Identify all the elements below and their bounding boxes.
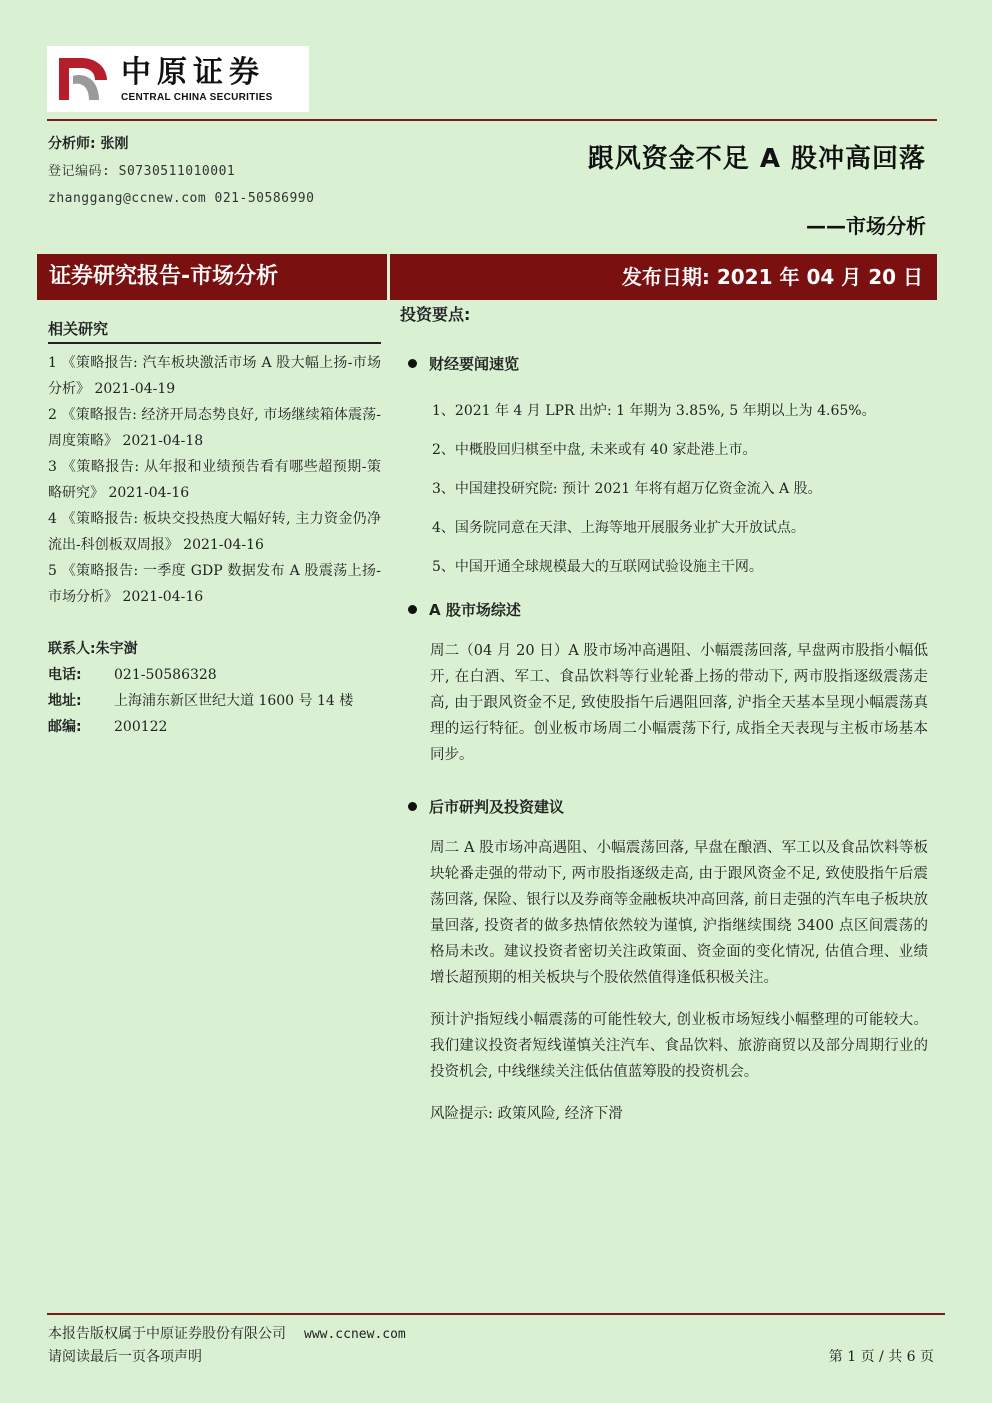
- news-item: 2、中概股回归棋至中盘, 未来或有 40 家赴港上市。: [432, 442, 757, 458]
- related-research-item[interactable]: 5 《策略报告: 一季度 GDP 数据发布 A 股震荡上扬-市场分析》 2021-04-16: [48, 563, 381, 605]
- outlook-paragraph-2: 预计沪指短线小幅震荡的可能性较大, 创业板市场短线小幅整理的可能较大。我们建议投资者短线谨慎关注汽车、食品饮料、旅游商贸以及部分周期行业的投资机会, 中线继续关注低估值蓝筹股的投资机会。: [430, 1012, 928, 1080]
- footer: [48, 1323, 406, 1369]
- bullet-icon: [408, 359, 417, 368]
- logo-mark-icon: [51, 50, 113, 108]
- outlook-paragraph-1: 周二 A 股市场冲高遇阻、小幅震荡回落, 早盘在酿酒、军工以及食品饮料等板块轮番走强的带动下, 两市股指逐级走高, 由于跟风资金不足, 致使股指午后震荡回落, 保险、银行以及券商等金融板块冲高回落, 前日走强的汽车电子板块放量回落, 投资者的做多热情依然较为谨慎, 沪指继续围绕 3400 点区间震荡的格局未改。建议投资者密切关注政策面、资金面的变化情况, 估值合理、业绩增长超预期的相关板块与个股依然值得逢低积极关注。: [430, 840, 928, 986]
- company-logo: [47, 46, 309, 112]
- bullet-icon: [408, 605, 417, 614]
- logo-cn-name: 中原证券: [121, 54, 265, 90]
- sidebar: [48, 318, 381, 740]
- section-market-title: [400, 599, 928, 620]
- news-item: 5、中国开通全球规模最大的互联网试验设施主干网。: [432, 559, 763, 575]
- page-number: 第 1 页 / 共 6 页: [828, 1349, 934, 1365]
- banner-report-type: 证券研究报告-市场分析: [37, 254, 387, 300]
- related-research-list: [48, 350, 381, 610]
- news-list: [400, 392, 928, 587]
- related-research-item[interactable]: 4 《策略报告: 板块交投热度大幅好转, 主力资金仍净流出-科创板双周报》 2021-04-16: [48, 511, 381, 553]
- section-news-label: 财经要闻速览: [429, 355, 520, 373]
- contact-address-label: 地址:: [48, 693, 82, 709]
- section-news-title: [400, 353, 928, 374]
- section-outlook-label: 后市研判及投资建议: [429, 798, 565, 816]
- footer-divider: [47, 1313, 945, 1315]
- contact-zip: 200122: [114, 719, 168, 735]
- related-research-item[interactable]: 1 《策略报告: 汽车板块激活市场 A 股大幅上扬-市场分析》 2021-04-19: [48, 355, 381, 397]
- report-subtitle: ——市场分析: [806, 214, 926, 238]
- related-research-title: 相关研究: [48, 318, 381, 344]
- contact-person: 朱宇澍: [95, 641, 138, 657]
- news-item: 3、中国建投研究院: 预计 2021 年将有超万亿资金流入 A 股。: [432, 481, 822, 497]
- analyst-contact: zhanggang@ccnew.com 021-50586990: [48, 191, 315, 206]
- contact-person-label: 联系人:: [48, 641, 96, 657]
- risk-warning: 风险提示: 政策风险, 经济下滑: [430, 1106, 623, 1122]
- news-item: 4、国务院同意在天津、上海等地开展服务业扩大开放试点。: [432, 520, 805, 536]
- contact-zip-label: 邮编:: [48, 719, 82, 735]
- banner-publish-date: 发布日期: 2021 年 04 月 20 日: [390, 254, 937, 300]
- header-divider: [47, 119, 937, 121]
- related-research-item[interactable]: 3 《策略报告: 从年报和业绩预告看有哪些超预期-策略研究》 2021-04-16: [48, 459, 381, 501]
- bullet-icon: [408, 802, 417, 811]
- analyst-block: [48, 131, 314, 212]
- contact-block: [48, 636, 381, 740]
- investment-highlights-heading: 投资要点:: [400, 305, 471, 324]
- contact-phone-label: 电话:: [48, 667, 82, 683]
- contact-address: 上海浦东新区世纪大道 1600 号 14 楼: [114, 693, 354, 709]
- footer-copyright: 本报告版权属于中原证券股份有限公司: [48, 1326, 286, 1342]
- footer-disclaimer: 请阅读最后一页各项声明: [48, 1349, 202, 1365]
- market-summary-paragraph: 周二（04 月 20 日）A 股市场冲高遇阻、小幅震荡回落, 早盘两市股指小幅低开, 在白酒、军工、食品饮料等行业轮番上扬的带动下, 两市股指逐级震荡走高, 由于跟风资金不足, 致使股指午后遇阻回落, 沪指全天基本呈现小幅震荡真理的运行特征。创业板市场周二小幅震荡下行, 成指全天表现与主板市场基本同步。: [430, 643, 928, 763]
- report-banner: [37, 254, 937, 300]
- contact-phone: 021-50586328: [114, 667, 217, 683]
- analyst-name: 分析师: 张刚: [48, 136, 129, 152]
- related-research-item[interactable]: 2 《策略报告: 经济开局态势良好, 市场继续箱体震荡-周度策略》 2021-04-18: [48, 407, 381, 449]
- report-title: 跟风资金不足 A 股冲高回落: [587, 144, 926, 174]
- main-content: [400, 302, 928, 1127]
- analyst-reg-code: 登记编码: S0730511010001: [48, 164, 236, 179]
- news-item: 1、2021 年 4 月 LPR 出炉: 1 年期为 3.85%, 5 年期以上为 4.65%。: [432, 403, 876, 419]
- section-outlook-title: [400, 796, 928, 817]
- logo-en-name: CENTRAL CHINA SECURITIES: [121, 91, 273, 103]
- footer-url[interactable]: www.ccnew.com: [304, 1327, 406, 1342]
- section-market-label: A 股市场综述: [429, 601, 521, 619]
